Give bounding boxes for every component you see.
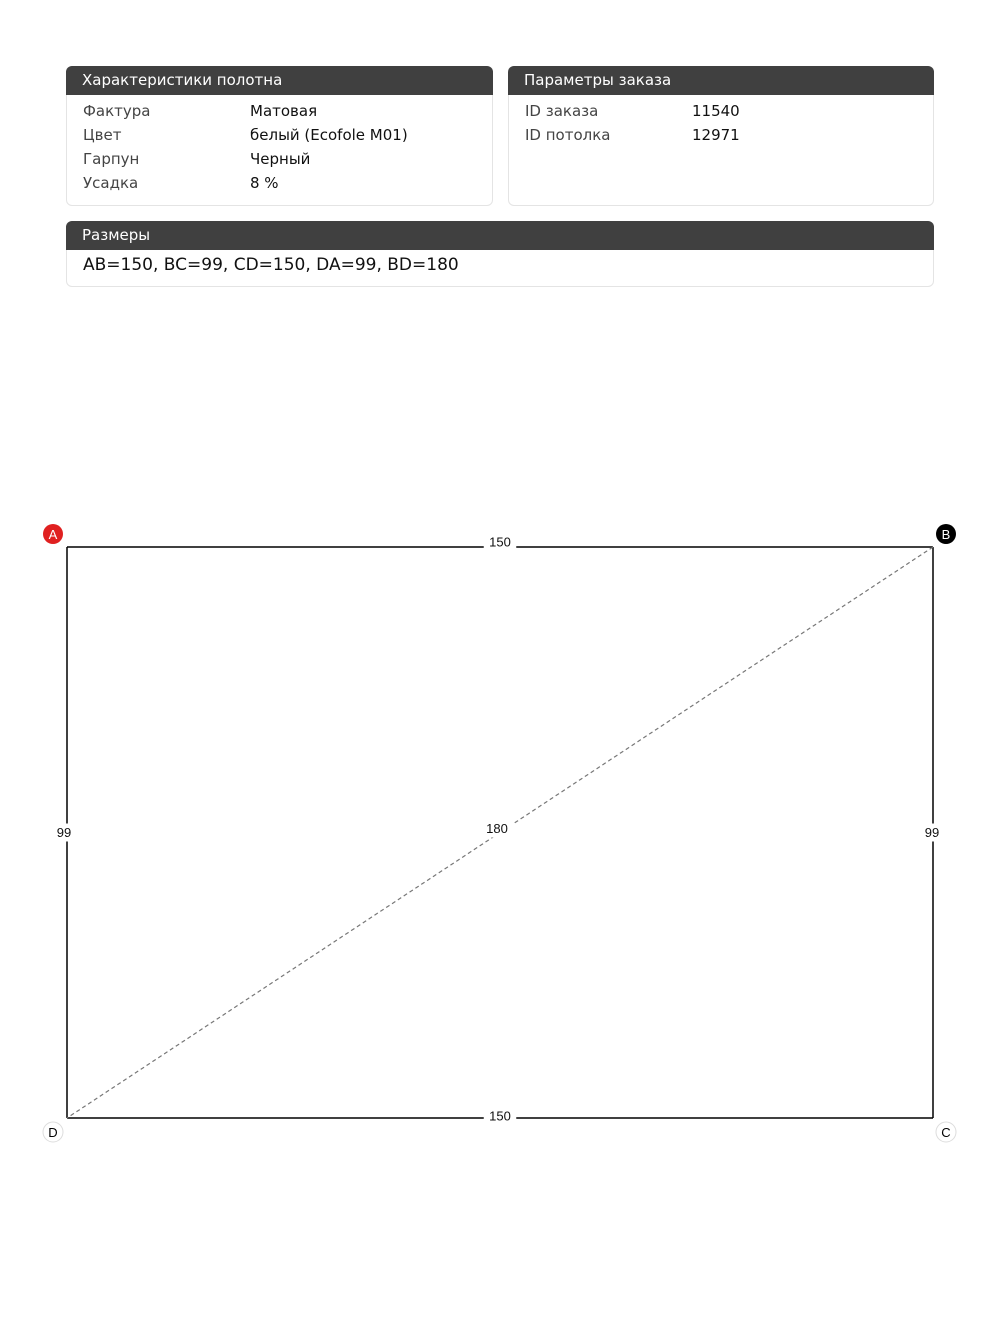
- texture-value: Матовая: [250, 102, 318, 120]
- shrinkage-label: Усадка: [83, 174, 139, 192]
- edge-length-da: 99: [56, 825, 72, 840]
- order-parameters-title: Параметры заказа: [508, 66, 934, 95]
- color-label: Цвет: [83, 126, 122, 144]
- vertex-label-c: C: [941, 1125, 951, 1140]
- shrinkage-value: 8 %: [250, 174, 279, 192]
- vertex-label-d: D: [48, 1125, 58, 1140]
- diagonal-length-bd: 180: [486, 821, 508, 836]
- order-id-value: 11540: [692, 102, 740, 120]
- edge-length-cd: 150: [489, 1108, 511, 1124]
- texture-label: Фактура: [83, 102, 151, 120]
- sizes-summary: AB=150, BC=99, CD=150, DA=99, BD=180: [83, 255, 459, 275]
- edge-length-bc: 99: [924, 825, 940, 840]
- vertex-label-a: A: [48, 527, 58, 542]
- ceiling-id-value: 12971: [692, 126, 740, 144]
- vertex-b: [936, 524, 956, 544]
- vertex-d: [43, 1122, 63, 1142]
- harpoon-label: Гарпун: [83, 150, 140, 168]
- harpoon-value: Черный: [250, 150, 311, 168]
- vertex-label-b: B: [941, 527, 951, 542]
- vertex-a: [43, 524, 63, 544]
- color-value: белый (Ecofole M01): [250, 126, 408, 144]
- order-id-label: ID заказа: [525, 102, 599, 120]
- sizes-title: Размеры: [66, 221, 934, 250]
- edge-length-ab: 150: [489, 534, 511, 550]
- ceiling-id-label: ID потолка: [525, 126, 611, 144]
- canvas-characteristics-title: Характеристики полотна: [66, 66, 493, 95]
- vertex-c: [936, 1122, 956, 1142]
